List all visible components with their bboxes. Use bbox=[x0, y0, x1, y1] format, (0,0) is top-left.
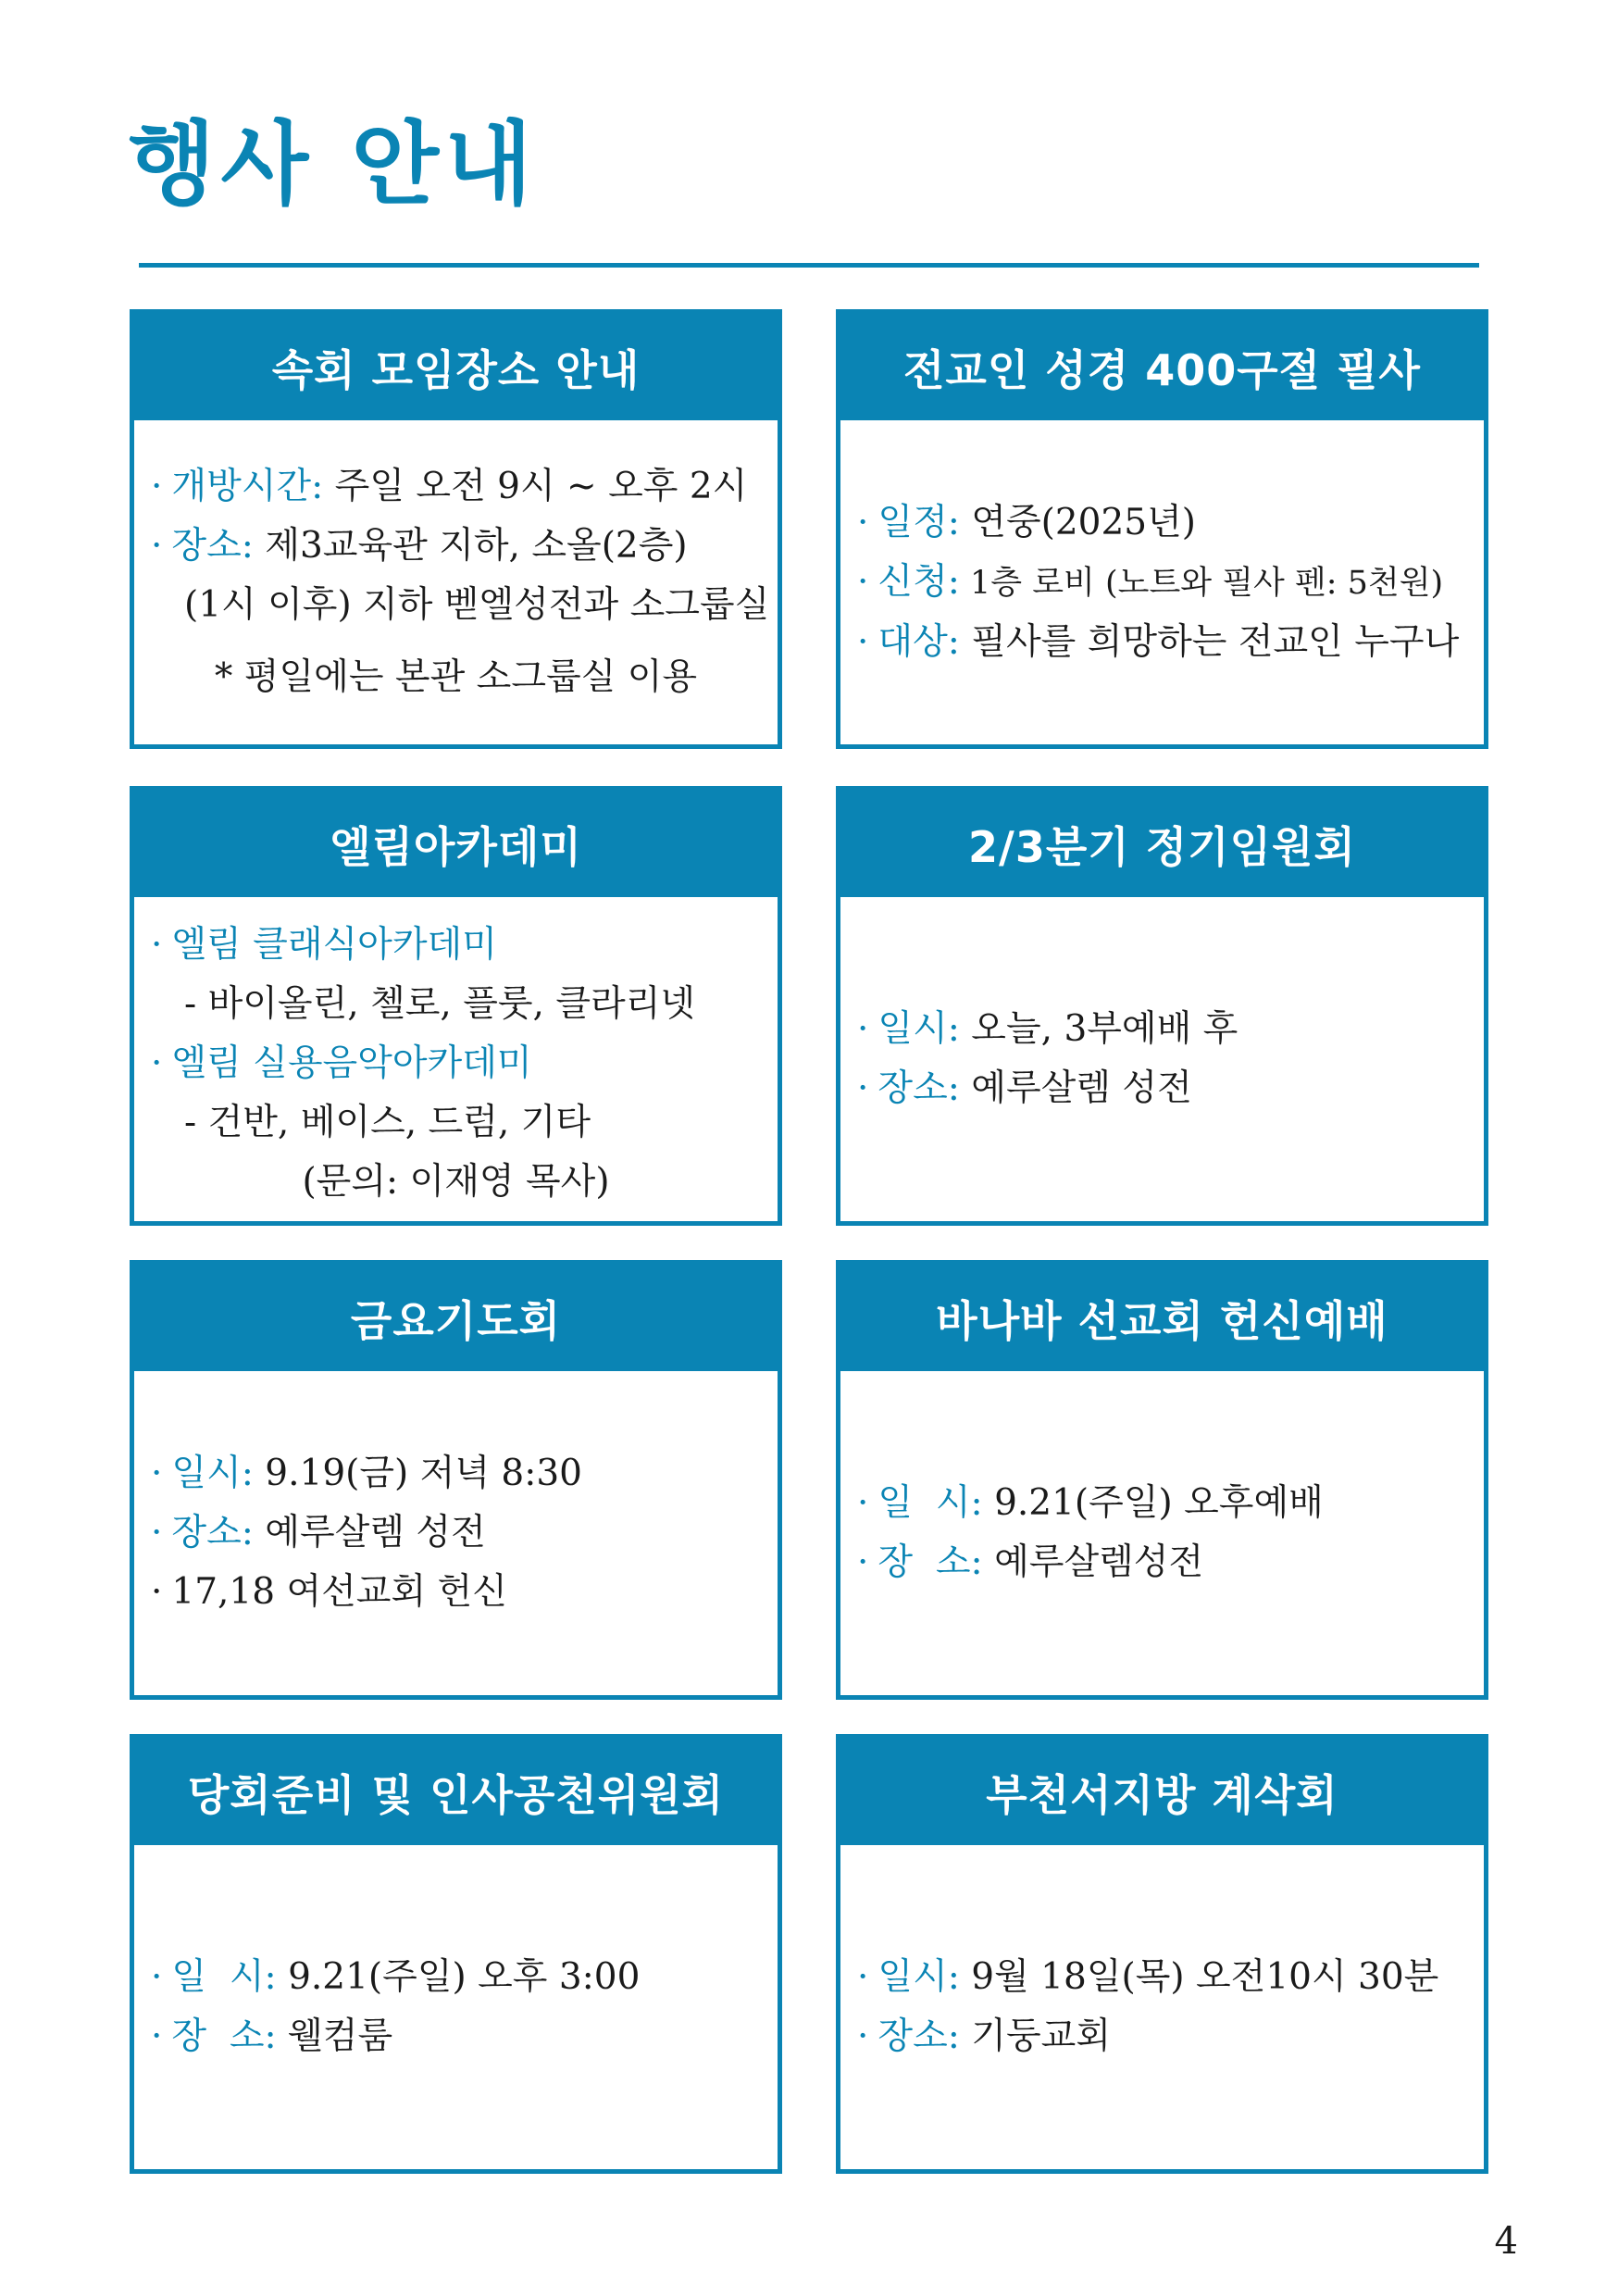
card-line bbox=[151, 1504, 761, 1563]
card-body bbox=[134, 1371, 778, 1695]
line-text: 오늘, 3부예배 후 bbox=[959, 1008, 1238, 1050]
bullet: · bbox=[857, 1067, 869, 1109]
card-regular-board-meeting bbox=[836, 786, 1488, 1226]
line-label: 장소: bbox=[877, 1067, 960, 1109]
card-body bbox=[840, 420, 1484, 744]
card-title: 속회 모임장소 안내 bbox=[134, 314, 778, 420]
bullet: · bbox=[151, 1512, 163, 1554]
card-title: 전교인 성경 400구절 필사 bbox=[840, 314, 1484, 420]
card-title: 부천서지방 계삭회 bbox=[840, 1739, 1484, 1845]
line-text: 필사를 희망하는 전교인 누구나 bbox=[959, 620, 1460, 663]
card-title: 금요기도회 bbox=[134, 1265, 778, 1371]
bullet: · bbox=[151, 1956, 163, 1998]
bullet: · bbox=[151, 1453, 163, 1494]
card-line bbox=[857, 1533, 1467, 1592]
card-title: 바나바 선교회 헌신예배 bbox=[840, 1265, 1484, 1371]
line-text: 연중(2025년) bbox=[959, 501, 1197, 543]
line-text: 제3교육관 지하, 소올(2층) bbox=[253, 525, 688, 567]
line-label: 엘림 클래식아카데미 bbox=[171, 924, 497, 966]
card-body bbox=[134, 1845, 778, 2169]
card-line: - 바이올린, 첼로, 플룻, 클라리넷 bbox=[184, 983, 696, 1025]
card-district-conference bbox=[836, 1734, 1488, 2174]
line-text: 예루살렘성전 bbox=[982, 1541, 1204, 1583]
bullet: · bbox=[151, 2015, 163, 2057]
line-label: 신청: bbox=[877, 560, 960, 603]
card-line bbox=[151, 1034, 761, 1093]
line-label: 일정: bbox=[877, 501, 960, 543]
line-label: 일 시: bbox=[877, 1482, 983, 1524]
bullet: · bbox=[857, 1008, 869, 1050]
card-line bbox=[151, 457, 761, 517]
card-line bbox=[151, 916, 761, 975]
line-text: 기둥교회 bbox=[959, 2015, 1111, 2057]
card-body bbox=[840, 1845, 1484, 2169]
card-title: 당회준비 및 인사공천위원회 bbox=[134, 1739, 778, 1845]
bullet: · bbox=[151, 466, 163, 507]
line-text: 9.21(주일) 오후예배 bbox=[982, 1482, 1324, 1524]
line-text: 예루살렘 성전 bbox=[253, 1512, 486, 1554]
card-line bbox=[857, 493, 1467, 553]
card-body bbox=[134, 897, 778, 1221]
line-label: 일시: bbox=[877, 1008, 960, 1050]
card-line bbox=[857, 1059, 1467, 1118]
card-line bbox=[857, 1474, 1467, 1533]
card-line: (1시 이후) 지하 벧엘성전과 소그룹실 bbox=[184, 584, 770, 626]
line-text: 17,18 여선교회 헌신 bbox=[171, 1571, 507, 1613]
bullet: · bbox=[151, 924, 163, 966]
line-label: 엘림 실용음악아카데미 bbox=[171, 1042, 532, 1084]
card-title: 엘림아카데미 bbox=[134, 791, 778, 897]
bullet: · bbox=[857, 620, 869, 663]
card-line bbox=[857, 613, 1467, 672]
line-text: 9.19(금) 저녁 8:30 bbox=[253, 1453, 582, 1494]
card-contact: (문의: 이재영 목사) bbox=[302, 1161, 610, 1203]
bullet: · bbox=[151, 1042, 163, 1084]
bullet: · bbox=[857, 1482, 869, 1524]
card-line bbox=[151, 1444, 761, 1504]
line-label: 장소: bbox=[877, 2015, 960, 2057]
card-friday-prayer bbox=[130, 1260, 782, 1700]
line-text: 1층 로비 (노트와 필사 펜: 5천원) bbox=[959, 564, 1444, 602]
line-label: 일 시: bbox=[171, 1956, 277, 1998]
card-barnabas-worship bbox=[836, 1260, 1488, 1700]
card-session-committee bbox=[130, 1734, 782, 2174]
card-line bbox=[857, 2007, 1467, 2066]
bullet: · bbox=[151, 525, 163, 567]
bullet: · bbox=[857, 1541, 869, 1583]
line-label: 일시: bbox=[171, 1453, 254, 1494]
card-line bbox=[151, 1948, 761, 2007]
page-title: 행사 안내 bbox=[128, 112, 538, 218]
bullet: · bbox=[857, 501, 869, 543]
page-number: 4 bbox=[1494, 2220, 1518, 2263]
card-body bbox=[840, 897, 1484, 1221]
title-divider bbox=[139, 263, 1479, 268]
line-label: 장소: bbox=[171, 525, 254, 567]
line-label: 장 소: bbox=[877, 1541, 983, 1583]
line-label: 일시: bbox=[877, 1956, 960, 1998]
card-bible-transcription bbox=[836, 309, 1488, 749]
card-elim-academy bbox=[130, 786, 782, 1226]
bullet: · bbox=[857, 1956, 869, 1998]
bullet: · bbox=[857, 560, 869, 603]
line-text: 주일 오전 9시 ~ 오후 2시 bbox=[323, 466, 748, 507]
card-note: * 평일에는 본관 소그룹실 이용 bbox=[214, 656, 698, 698]
line-label: 대상: bbox=[877, 620, 960, 663]
line-text: 9월 18일(목) 오전10시 30분 bbox=[959, 1956, 1439, 1998]
line-text: 예루살렘 성전 bbox=[959, 1067, 1192, 1109]
line-label: 개방시간: bbox=[171, 466, 324, 507]
card-body bbox=[134, 420, 778, 744]
card-body bbox=[840, 1371, 1484, 1695]
card-small-group-venue bbox=[130, 309, 782, 749]
card-line bbox=[857, 1000, 1467, 1059]
card-line bbox=[151, 2007, 761, 2066]
card-line bbox=[857, 553, 1467, 613]
card-line bbox=[151, 1563, 761, 1622]
line-label: 장 소: bbox=[171, 2015, 277, 2057]
line-text: 9.21(주일) 오후 3:00 bbox=[276, 1956, 641, 1998]
line-text: 웰컴룸 bbox=[276, 2015, 393, 2057]
card-line bbox=[151, 517, 761, 576]
card-line: - 건반, 베이스, 드럼, 기타 bbox=[184, 1102, 591, 1143]
bullet: · bbox=[857, 2015, 869, 2057]
card-line bbox=[857, 1948, 1467, 2007]
line-label: 장소: bbox=[171, 1512, 254, 1554]
bullet: · bbox=[151, 1571, 163, 1613]
card-title: 2/3분기 정기임원회 bbox=[840, 791, 1484, 897]
